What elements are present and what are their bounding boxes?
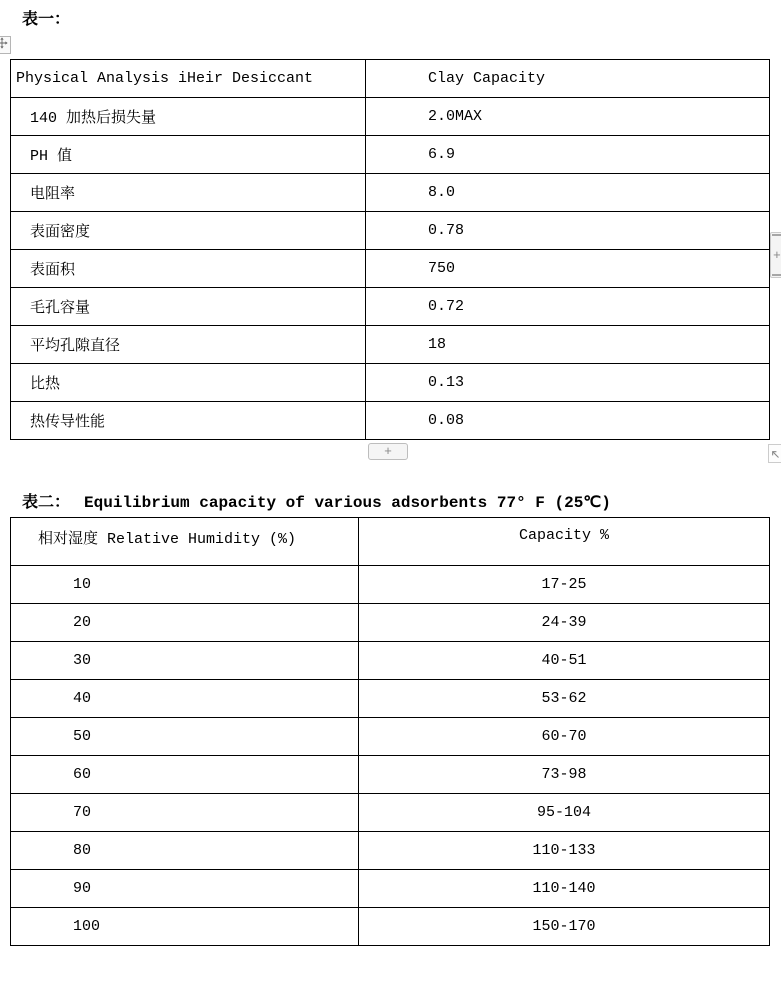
table2-caption-title: Equilibrium capacity of various adsorbents 77° F (25℃) <box>84 494 611 512</box>
table-cell: 100 <box>11 908 359 946</box>
table-row <box>11 98 770 136</box>
table-cell: 0.72 <box>366 288 770 326</box>
table-row <box>11 566 770 604</box>
table1-header-cell: Physical Analysis iHeir Desiccant <box>11 60 366 98</box>
table-cell: 2.0MAX <box>366 98 770 136</box>
table2-caption <box>22 489 611 512</box>
table-cell: 150-170 <box>359 908 770 946</box>
table-cell: 毛孔容量 <box>11 288 366 326</box>
table-row <box>11 794 770 832</box>
table-cell: 750 <box>366 250 770 288</box>
table-cell: 6.9 <box>366 136 770 174</box>
table-cell: 0.78 <box>366 212 770 250</box>
table-row <box>11 288 770 326</box>
table-row <box>11 908 770 946</box>
table-cell: 140 加热后损失量 <box>11 98 366 136</box>
table-cell: 53-62 <box>359 680 770 718</box>
table1-header-row <box>11 60 770 98</box>
table-row <box>11 212 770 250</box>
table-cell: 95-104 <box>359 794 770 832</box>
panel-bottom-line <box>772 274 781 276</box>
table-cell: 0.13 <box>366 364 770 402</box>
table-cell: 50 <box>11 718 359 756</box>
table-cell: 60 <box>11 756 359 794</box>
table-cell: 0.08 <box>366 402 770 440</box>
table-row <box>11 604 770 642</box>
plus-icon: + <box>773 247 781 263</box>
table-row <box>11 174 770 212</box>
table-cell: 90 <box>11 870 359 908</box>
right-edge-panel[interactable] <box>770 232 781 278</box>
diagonal-resize-arrow-icon <box>771 447 781 465</box>
table2-header-cell: Capacity % <box>359 518 770 566</box>
table-cell: 平均孔隙直径 <box>11 326 366 364</box>
table-row <box>11 402 770 440</box>
table2-header-cell: 相对湿度 Relative Humidity (%) <box>11 518 359 566</box>
table1-caption: 表一： <box>22 11 71 29</box>
table2-caption-prefix: 表二： <box>22 494 71 512</box>
table-cell: 110-140 <box>359 870 770 908</box>
table1-header-cell: Clay Capacity <box>366 60 770 98</box>
table-cell: 比热 <box>11 364 366 402</box>
table-row <box>11 832 770 870</box>
table-cell: 20 <box>11 604 359 642</box>
table-cell: 电阻率 <box>11 174 366 212</box>
table-cell: 表面密度 <box>11 212 366 250</box>
table-cell: 30 <box>11 642 359 680</box>
physical-analysis-table <box>10 59 770 440</box>
table-row <box>11 364 770 402</box>
table-row <box>11 680 770 718</box>
table-cell: 110-133 <box>359 832 770 870</box>
table-cell: 40-51 <box>359 642 770 680</box>
move-cross-arrows-icon <box>0 36 8 54</box>
table-cell: PH 值 <box>11 136 366 174</box>
table-row <box>11 756 770 794</box>
table-row <box>11 718 770 756</box>
table-cell: 10 <box>11 566 359 604</box>
table-cell: 18 <box>366 326 770 364</box>
table-cell: 80 <box>11 832 359 870</box>
insert-row-button[interactable]: + <box>368 443 408 460</box>
table-row <box>11 136 770 174</box>
panel-top-line <box>772 234 781 236</box>
table-row <box>11 642 770 680</box>
table-cell: 表面积 <box>11 250 366 288</box>
table-row <box>11 326 770 364</box>
table-cell: 60-70 <box>359 718 770 756</box>
table-resize-handle[interactable] <box>768 444 781 463</box>
table-row <box>11 250 770 288</box>
humidity-capacity-table <box>10 517 770 946</box>
table-cell: 70 <box>11 794 359 832</box>
table-cell: 8.0 <box>366 174 770 212</box>
table-row <box>11 870 770 908</box>
table-cell: 17-25 <box>359 566 770 604</box>
table-cell: 热传导性能 <box>11 402 366 440</box>
table-cell: 24-39 <box>359 604 770 642</box>
table-cell: 40 <box>11 680 359 718</box>
table-cell: 73-98 <box>359 756 770 794</box>
table-move-handle[interactable] <box>0 36 11 54</box>
table2-header-row <box>11 518 770 566</box>
